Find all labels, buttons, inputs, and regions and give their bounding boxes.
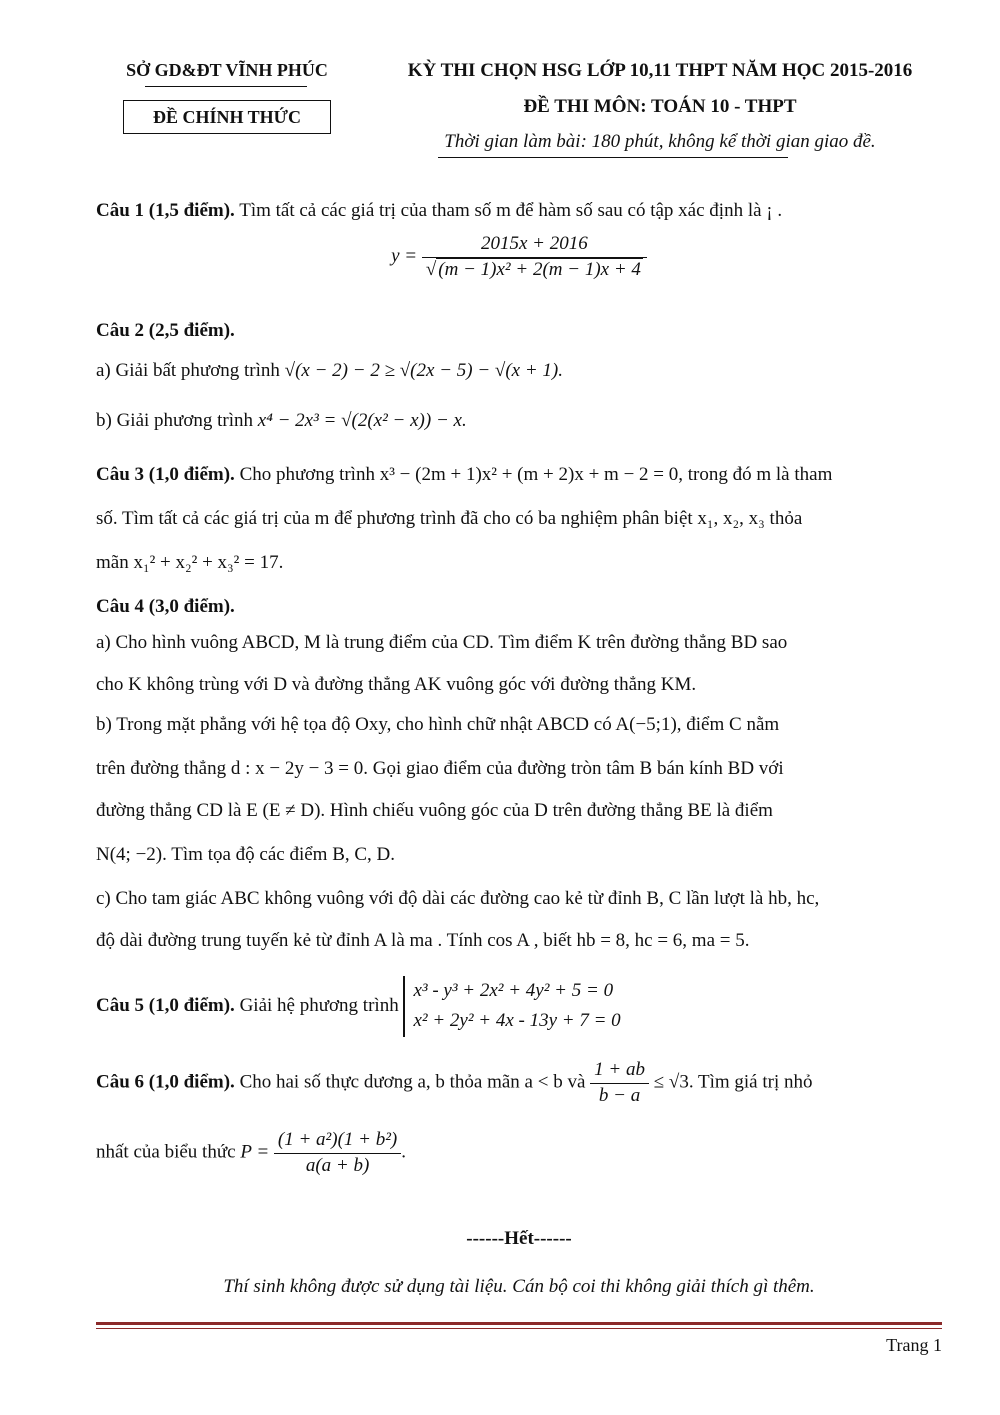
question-4a-line-2: cho K không trùng với D và đường thẳng AK vuông góc với đường thẳng KM. — [96, 674, 697, 695]
footer-rule-thick — [96, 1322, 942, 1325]
q1-numerator: 2015x + 2016 — [422, 232, 647, 258]
page-number: Trang 1 — [886, 1335, 942, 1355]
question-2a: a) Giải bất phương trình √(x − 2) − 2 ≥ √(2x − 5) − √(x + 1). — [96, 360, 564, 381]
exam-subject: ĐỀ THI MÔN: TOÁN 10 - THPT — [523, 96, 797, 117]
q5-equation-1: x³ - y³ + 2x² + 4y² + 5 = 0 — [413, 980, 614, 1001]
q5-equation-system — [403, 976, 620, 1037]
question-2b: b) Giải phương trình x⁴ − 2x³ = √(2(x² − x)) − x. — [96, 410, 467, 431]
question-4-heading: Câu 4 (3,0 điểm). — [96, 596, 235, 617]
q2a-formula: √(x − 2) − 2 ≥ √(2x − 5) − √(x + 1). — [284, 360, 564, 381]
question-4c-line-1: c) Cho tam giác ABC không vuông với độ dài các đường cao kẻ từ đỉnh B, C lần lượt là hb, hc, — [96, 888, 820, 909]
question-4b-line-3: đường thẳng CD là E (E ≠ D). Hình chiếu vuông góc của D trên đường thẳng BE là điểm — [96, 800, 773, 821]
question-4a-line-1: a) Cho hình vuông ABCD, M là trung điểm của CD. Tìm điểm K trên đường thẳng BD sao — [96, 632, 788, 653]
q6-expression-fraction: $\frac{\text{(1 + a²)(1 + b²)}}{a(a + b)}$ — [274, 1128, 401, 1178]
question-4b-line-4: N(4; −2). Tìm tọa độ các điểm B, C, D. — [96, 844, 396, 865]
question-2-heading: Câu 2 (2,5 điểm). — [96, 320, 235, 341]
official-label-box: ĐỀ CHÍNH THỨC — [123, 100, 331, 134]
q6-condition-fraction: $\frac{1 + ab}{b - a}$ — [590, 1058, 649, 1108]
question-4b-line-2: trên đường thẳng d : x − 2y − 3 = 0. Gọi giao điểm của đường tròn tâm B bán kính BD với — [96, 758, 784, 779]
question-1 — [96, 198, 942, 224]
question-5: Câu 5 (1,0 điểm). Giải hệ phương trình x³ - y³ + 2x² + 4y² + 5 = 0 x² + 2y² + 4x - 13y + 7 = 0 — [96, 976, 942, 1037]
question-1-heading: Câu 1 (1,5 điểm). — [96, 200, 235, 221]
q1-fraction — [422, 232, 647, 282]
question-4b-line-1: b) Trong mặt phẳng với hệ tọa độ Oxy, cho hình chữ nhật ABCD có A(−5;1), điểm C nằm — [96, 714, 780, 735]
question-1-text: Tìm tất cả các giá trị của tham số m để hàm số sau có tập xác định là ¡ . — [234, 200, 783, 221]
question-3-heading: Câu 3 (1,0 điểm). — [96, 464, 235, 485]
question-4c-line-2: độ dài đường trung tuyến kẻ từ đỉnh A là ma . Tính cos A , biết hb = 8, hc = 6, ma = 5. — [96, 930, 750, 951]
exam-note: Thí sinh không được sử dụng tài liệu. Cán bộ coi thi không giải thích gì thêm. — [223, 1276, 815, 1297]
exam-title: KỲ THI CHỌN HSG LỚP 10,11 THPT NĂM HỌC 2015-2016 — [407, 60, 913, 81]
department-name: SỞ GD&ĐT VĨNH PHÚC — [126, 60, 328, 80]
question-6-heading: Câu 6 (1,0 điểm). — [96, 1071, 235, 1093]
question-5-heading: Câu 5 (1,0 điểm). — [96, 994, 235, 1016]
question-3-line-1: Câu 3 (1,0 điểm). Cho phương trình x³ − (2m + 1)x² + (m + 2)x + m − 2 = 0, trong đó m là tham — [96, 464, 833, 485]
end-mark: ------Hết------ — [466, 1228, 572, 1249]
question-3-line-2: số. Tìm tất cả các giá trị của m để phương trình đã cho có ba nghiệm phân biệt x₁, x₂, x₃ thỏa — [96, 508, 803, 529]
duration-underline — [438, 157, 788, 158]
q2b-formula: x⁴ − 2x³ = √(2(x² − x)) − x. — [257, 410, 467, 431]
q1-denominator: √ (m − 1)x² + 2(m − 1)x + 4 — [425, 258, 641, 280]
question-1-formula — [96, 232, 942, 282]
question-6-line-1: Câu 6 (1,0 điểm). Cho hai số thực dương a, b thỏa mãn a < b và $\frac{1 + ab}{b - a}$ ≤ √3. Tìm giá trị nhỏ — [96, 1058, 942, 1108]
exam-duration: Thời gian làm bài: 180 phút, không kể thời gian giao đề. — [444, 131, 876, 152]
question-3-line-3: mãn x₁² + x₂² + x₃² = 17. — [96, 552, 284, 573]
department-underline — [145, 86, 307, 87]
q1-lhs: y = — [391, 245, 418, 267]
q5-equation-2: x² + 2y² + 4x - 13y + 7 = 0 — [413, 1010, 621, 1032]
question-6-line-2: nhất của biểu thức P = $\frac{\text{(1 + a²)(1 + b²)}}{a(a + b)}$ . — [96, 1128, 942, 1178]
footer-rule-thin — [96, 1328, 942, 1329]
